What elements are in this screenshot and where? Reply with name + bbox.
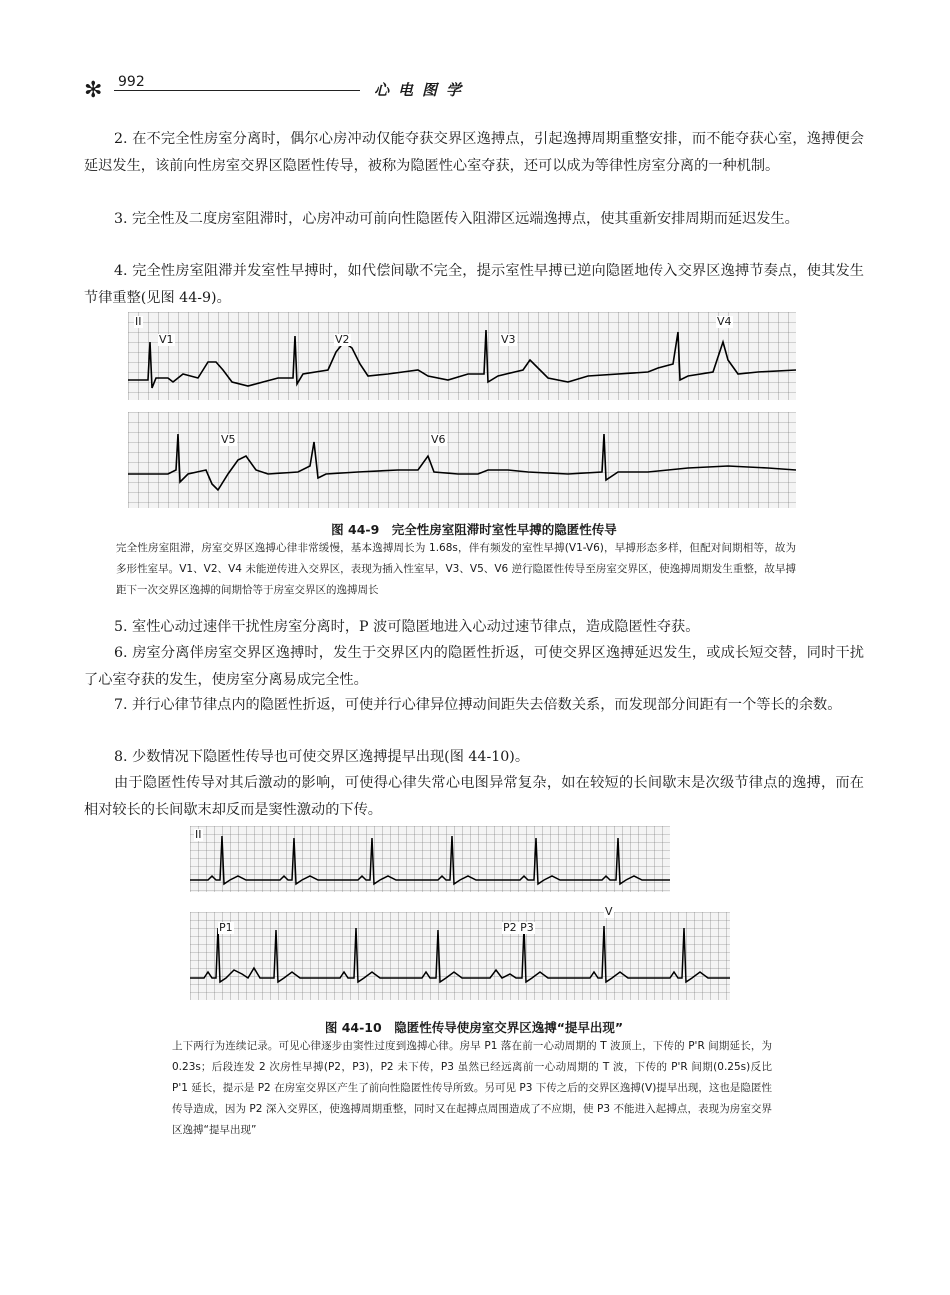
ecg-trace-top [128,312,796,400]
lead-label-ii: II [135,315,142,328]
paragraph-item-2: 2. 在不完全性房室分离时，偶尔心房冲动仅能夺获交界区逸搏点，引起逸搏周期重整安排，而不能夺获心室，逸搏便会延迟发生，该前向性房室交界区隐匿性传导，被称为隐匿性心室夺获，还可以成为等律性房室分离的一种机制。 [84,131,864,174]
paragraph-item-4: 4. 完全性房室阻滞并发室性早搏时，如代偿间歇不完全，提示室性早搏已逆向隐匿地传入交界区逸搏节奏点，使其发生节律重整(见图 44-9)。 [84,263,864,306]
lead-label-p1: P1 [219,921,233,934]
ecg-strip-bottom [128,412,796,508]
ecg-strip-bottom-2 [190,905,730,1000]
paragraph-item-3: 3. 完全性及二度房室阻滞时，心房冲动可前向性隐匿传入阻滞区远端逸搏点，使其重新安排周期而延迟发生。 [114,211,799,227]
ecg-trace-bottom-2 [190,912,730,1000]
figure-44-10-ecg [190,826,730,1002]
ecg-strip-top-2 [190,826,670,892]
lead-label-v3: V3 [501,333,516,346]
ecg-trace-bottom [128,412,796,508]
paragraph-item-8: 8. 少数情况下隐匿性传导也可使交界区逸搏提早出现(图 44-10)。 [114,749,530,765]
figure-44-9-ecg [128,312,796,512]
figure-44-10-title: 图 44-10 隐匿性传导使房室交界区逸搏“提早出现” [324,1020,624,1035]
star-ornament-icon: ✻ [84,78,103,103]
paragraph-item-6: 6. 房室分离伴房室交界区逸搏时，发生于交界区内的隐匿性折返，可使交界区逸搏延迟发生，或成长短交替，同时干扰了心室夺获的发生，使房室分离易成完全性。 [84,645,864,688]
lead-label-v6: V6 [431,433,446,446]
figure-44-9-caption: 完全性房室阻滞，房室交界区逸搏心律非常缓慢，基本逸搏周长为 1.68s，伴有频发的室性早搏(V1-V6)，早搏形态多样，但配对间期相等，故为多形性室早。V1、V2、V4 未能逆传进入交界区，表现为插入性室早，V3、V5、V6 逆行隐匿性传导至房室交界区，使逸搏周期发生重整，故早搏距下一次交界区逸搏的间期恰等于房室交界区的逸搏周长 [116,542,796,596]
lead-label-v4: V4 [717,315,732,328]
lead-label-v5: V5 [221,433,236,446]
paragraph-item-5: 5. 室性心动过速伴干扰性房室分离时，P 波可隐匿地进入心动过速节律点，造成隐匿性夺获。 [114,619,700,635]
lead-label-v-escape: V [605,905,613,918]
lead-label-v1: V1 [159,333,174,346]
ecg-strip-top [128,312,796,400]
page-number: 992 [118,74,145,90]
lead-label-v2: V2 [335,333,350,346]
lead-label-p2-p3: P2 P3 [503,921,534,934]
page-header [84,74,874,104]
ecg-trace-top-2 [190,826,670,892]
figure-44-9-title: 图 44-9 完全性房室阻滞时室性早搏的隐匿性传导 [331,522,617,537]
figure-44-10-caption: 上下两行为连续记录。可见心律逐步由窦性过度到逸搏心律。房早 P1 落在前一心动周期的 T 波顶上，下传的 P'R 间期延长，为 0.23s；后段连发 2 次房性早搏(P2，P3)，P2 未下传，P3 虽然已经远离前一心动周期的 T 波，下传的 P'R 间期(0.25s)反比 P'1 延长，提示是 P2 在房室交界区产生了前向性隐匿性传导所致。另可见 P3 下传之后的交界区逸搏(V)提早出现，这也是隐匿性传导造成，因为 P2 深入交界区，使逸搏周期重整，同时又在起搏点周围造成了不应期，使 P3 不能进入起搏点，表现为房室交界区逸搏“提早出现” [172,1040,772,1136]
lead-label-ii-2: II [195,828,202,841]
paragraph-item-7: 7. 并行心律节律点内的隐匿性折返，可使并行心律异位搏动间距失去倍数关系，而发现部分间距有一个等长的余数。 [114,697,842,713]
paragraph-item-9: 由于隐匿性传导对其后激动的影响，可使得心律失常心电图异常复杂，如在较短的长间歇末是次级节律点的逸搏，而在相对较长的长间歇末却反而是窦性激动的下传。 [84,775,864,818]
header-rule [114,90,360,91]
book-title: 心电图学 [374,81,471,99]
